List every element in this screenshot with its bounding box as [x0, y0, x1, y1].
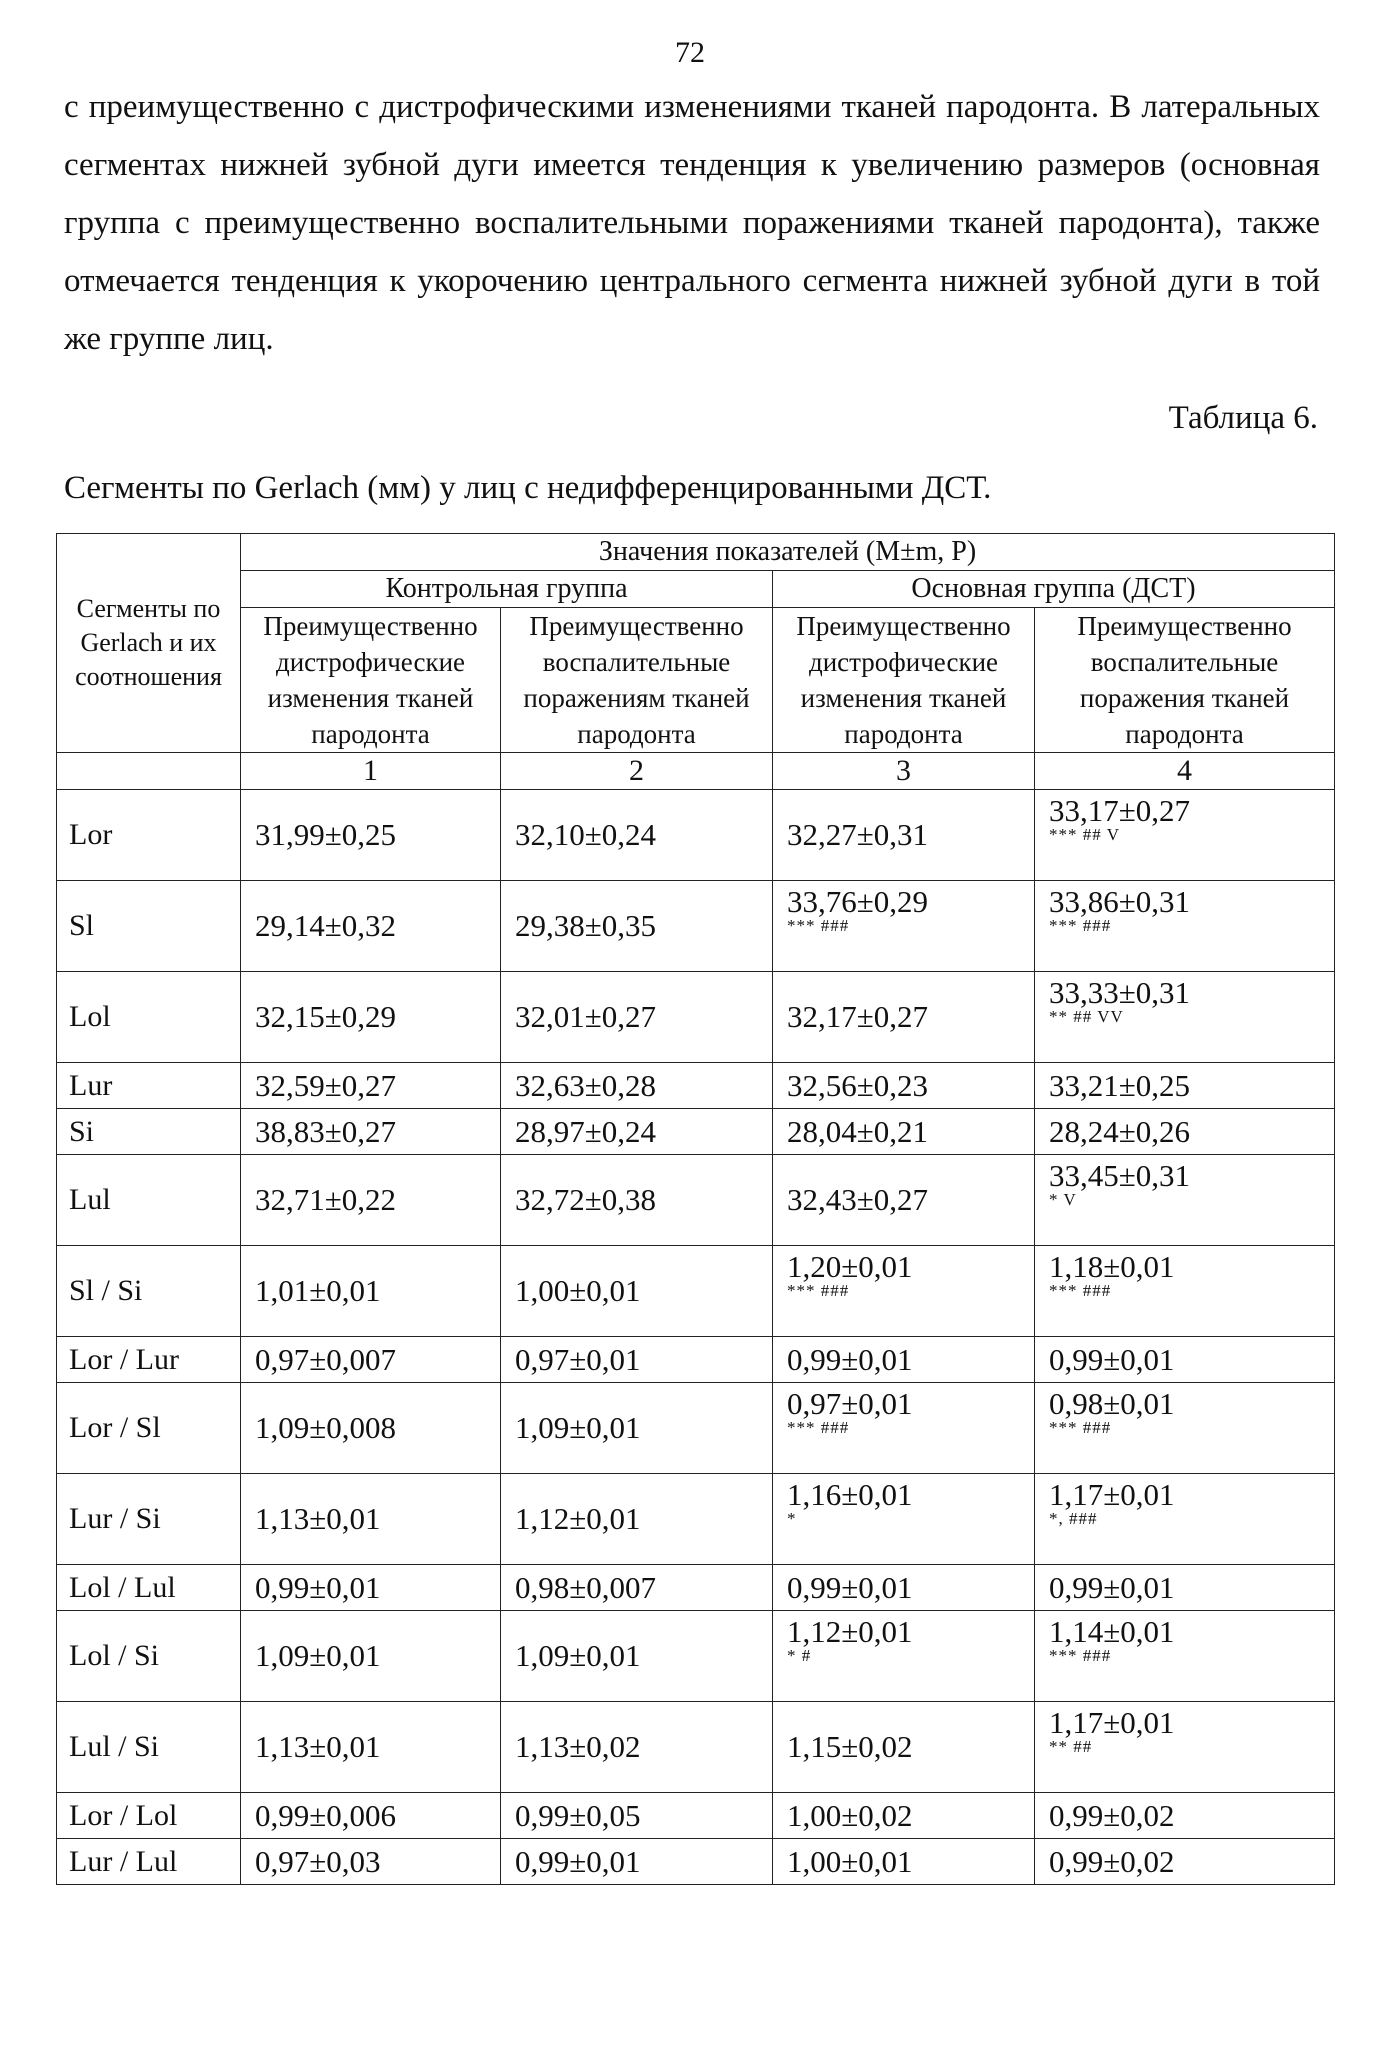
significance-mark: * V: [1049, 1190, 1077, 1209]
mean-value: 0,98±0,007: [515, 1569, 657, 1605]
mean-value: 0,99±0,01: [255, 1569, 381, 1605]
value-cell-2: [501, 1611, 773, 1702]
mean-value: 0,97±0,01: [787, 1386, 913, 1421]
mean-value: 32,01±0,27: [515, 999, 657, 1034]
significance-mark: *** ###: [1049, 916, 1112, 935]
mean-value: 0,99±0,01: [787, 1569, 913, 1605]
mean-value: 1,13±0,01: [255, 1501, 381, 1536]
mean-value: 1,17±0,01: [1049, 1477, 1175, 1512]
value-cell-2: [501, 1063, 773, 1109]
significance-mark: *, ###: [1049, 1509, 1098, 1528]
mean-value: 29,14±0,32: [255, 908, 397, 943]
mean-value: 32,15±0,29: [255, 999, 397, 1034]
main-group-header: Основная группа (ДСТ): [773, 571, 1335, 608]
value-cell-3: [773, 1474, 1035, 1565]
value-cell-1: [241, 1565, 501, 1611]
significance-mark: *** ###: [1049, 1646, 1112, 1665]
value-cell-4: [1035, 1155, 1335, 1246]
gerlach-segments-table: [56, 533, 1335, 1885]
segment-name-cell: Lul / Si: [57, 1702, 241, 1793]
mean-value: 1,09±0,008: [255, 1410, 397, 1445]
column-number-row: [57, 753, 1335, 790]
table-row: [57, 1474, 1335, 1565]
value-cell-4: [1035, 1565, 1335, 1611]
value-cell-4: [1035, 1474, 1335, 1565]
column-number-empty: [57, 753, 241, 790]
table-row: [57, 972, 1335, 1063]
segment-name-cell: Lur / Lul: [57, 1839, 241, 1885]
row-header-cell: Сегменты по Gerlach и их соотношения: [57, 534, 241, 753]
value-cell-1: [241, 1611, 501, 1702]
page-number: 72: [675, 36, 705, 69]
value-cell-1: [241, 1246, 501, 1337]
mean-value: 1,16±0,01: [787, 1477, 913, 1512]
value-cell-2: [501, 881, 773, 972]
segment-name-cell: Lol / Lul: [57, 1565, 241, 1611]
value-cell-4: [1035, 1611, 1335, 1702]
value-cell-4: [1035, 1702, 1335, 1793]
value-cell-3: [773, 1839, 1035, 1885]
value-cell-1: [241, 1702, 501, 1793]
value-cell-3: [773, 1611, 1035, 1702]
mean-value: 32,43±0,27: [787, 1182, 929, 1217]
table-label: Таблица 6.: [1168, 400, 1318, 436]
column-number-2: 2: [501, 753, 773, 790]
value-cell-2: [501, 1246, 773, 1337]
table-row: [57, 1109, 1335, 1155]
value-cell-1: [241, 1109, 501, 1155]
value-cell-4: [1035, 881, 1335, 972]
segment-name-cell: Lul: [57, 1155, 241, 1246]
value-cell-3: [773, 1109, 1035, 1155]
value-cell-1: [241, 1063, 501, 1109]
segment-name-cell: Lor / Lur: [57, 1337, 241, 1383]
value-cell-2: [501, 1337, 773, 1383]
significance-mark: ** ##: [1049, 1737, 1093, 1756]
values-header-cell: Значения показателей (M±m, P): [241, 534, 1335, 571]
value-cell-2: [501, 790, 773, 881]
mean-value: 1,18±0,01: [1049, 1249, 1175, 1284]
table-row: [57, 1246, 1335, 1337]
table-row: [57, 1383, 1335, 1474]
column-number-3: 3: [773, 753, 1035, 790]
mean-value: 0,97±0,03: [255, 1843, 381, 1879]
value-cell-2: [501, 1383, 773, 1474]
value-cell-3: [773, 1565, 1035, 1611]
mean-value: 1,09±0,01: [515, 1638, 641, 1673]
mean-value: 28,04±0,21: [787, 1113, 929, 1149]
value-cell-2: [501, 972, 773, 1063]
column-header-1: Преимущественно дистрофические изменения тканей пародонта: [241, 608, 501, 753]
significance-mark: *** ###: [787, 1281, 850, 1300]
value-cell-4: [1035, 1109, 1335, 1155]
value-cell-1: [241, 1383, 501, 1474]
mean-value: 1,00±0,01: [515, 1273, 641, 1308]
mean-value: 1,20±0,01: [787, 1249, 913, 1284]
mean-value: 0,99±0,05: [515, 1797, 641, 1833]
table-row: [57, 881, 1335, 972]
value-cell-4: [1035, 1337, 1335, 1383]
mean-value: 0,99±0,006: [255, 1797, 397, 1833]
table-subheader-row: [57, 608, 1335, 753]
table-header-row: [57, 534, 1335, 571]
value-cell-1: [241, 1155, 501, 1246]
table-row: [57, 1839, 1335, 1885]
column-number-1: 1: [241, 753, 501, 790]
table-row: [57, 1063, 1335, 1109]
mean-value: 0,99±0,02: [1049, 1797, 1175, 1833]
segment-name-cell: Lor: [57, 790, 241, 881]
mean-value: 38,83±0,27: [255, 1113, 397, 1149]
significance-mark: *** ###: [1049, 1281, 1112, 1300]
mean-value: 0,97±0,007: [255, 1341, 397, 1377]
mean-value: 0,97±0,01: [515, 1341, 641, 1377]
mean-value: 32,63±0,28: [515, 1067, 657, 1103]
value-cell-2: [501, 1793, 773, 1839]
mean-value: 32,27±0,31: [787, 817, 929, 852]
mean-value: 1,12±0,01: [515, 1501, 641, 1536]
mean-value: 32,56±0,23: [787, 1067, 929, 1103]
mean-value: 33,45±0,31: [1049, 1158, 1191, 1193]
value-cell-3: [773, 1155, 1035, 1246]
segment-name-cell: Lur / Si: [57, 1474, 241, 1565]
table-row: [57, 1155, 1335, 1246]
segment-name-cell: Lor / Lol: [57, 1793, 241, 1839]
column-header-2: Преимущественно воспалительные поражениям тканей пародонта: [501, 608, 773, 753]
mean-value: 1,17±0,01: [1049, 1705, 1175, 1740]
mean-value: 28,97±0,24: [515, 1113, 657, 1149]
mean-value: 33,21±0,25: [1049, 1067, 1191, 1103]
mean-value: 0,99±0,01: [787, 1341, 913, 1377]
table-row: [57, 1793, 1335, 1839]
value-cell-2: [501, 1109, 773, 1155]
value-cell-2: [501, 1839, 773, 1885]
mean-value: 1,00±0,02: [787, 1797, 913, 1833]
value-cell-3: [773, 972, 1035, 1063]
column-number-4: 4: [1035, 753, 1335, 790]
significance-mark: * #: [787, 1646, 812, 1665]
value-cell-4: [1035, 1246, 1335, 1337]
table-row: [57, 1565, 1335, 1611]
table-group-row: [57, 571, 1335, 608]
value-cell-3: [773, 1063, 1035, 1109]
body-paragraph: с преимущественно с дистрофическими изменениями тканей пародонта. В латеральных сегментах нижней зубной дуги имеется тенденция к увеличению размеров (основная группа с преимущественно воспалительными поражениями тканей пародонта), также отмечается тенденция к укорочению центрального сегмента нижней зубной дуги в той же группе лиц.: [64, 89, 1320, 357]
value-cell-1: [241, 1839, 501, 1885]
value-cell-1: [241, 1793, 501, 1839]
mean-value: 0,99±0,01: [515, 1843, 641, 1879]
value-cell-3: [773, 1702, 1035, 1793]
mean-value: 33,86±0,31: [1049, 884, 1191, 919]
mean-value: 1,14±0,01: [1049, 1614, 1175, 1649]
value-cell-4: [1035, 790, 1335, 881]
segment-name-cell: Lor / Sl: [57, 1383, 241, 1474]
mean-value: 32,59±0,27: [255, 1067, 397, 1103]
mean-value: 1,09±0,01: [255, 1638, 381, 1673]
segment-name-cell: Si: [57, 1109, 241, 1155]
value-cell-3: [773, 881, 1035, 972]
table-body: [57, 790, 1335, 1885]
segment-name-cell: Lol / Si: [57, 1611, 241, 1702]
value-cell-1: [241, 972, 501, 1063]
mean-value: 0,98±0,01: [1049, 1386, 1175, 1421]
mean-value: 32,17±0,27: [787, 999, 929, 1034]
value-cell-3: [773, 1246, 1035, 1337]
segment-name-cell: Sl / Si: [57, 1246, 241, 1337]
value-cell-1: [241, 1337, 501, 1383]
mean-value: 28,24±0,26: [1049, 1113, 1191, 1149]
segment-name-cell: Lur: [57, 1063, 241, 1109]
significance-mark: *** ###: [1049, 1418, 1112, 1437]
value-cell-4: [1035, 1839, 1335, 1885]
value-cell-3: [773, 790, 1035, 881]
mean-value: 33,33±0,31: [1049, 975, 1191, 1010]
mean-value: 1,13±0,01: [255, 1729, 381, 1764]
significance-mark: ** ## VV: [1049, 1007, 1124, 1026]
value-cell-4: [1035, 1793, 1335, 1839]
table-row: [57, 790, 1335, 881]
value-cell-2: [501, 1702, 773, 1793]
mean-value: 1,15±0,02: [787, 1729, 913, 1764]
mean-value: 31,99±0,25: [255, 817, 397, 852]
mean-value: 33,76±0,29: [787, 884, 929, 919]
mean-value: 32,10±0,24: [515, 817, 657, 852]
value-cell-2: [501, 1565, 773, 1611]
mean-value: 32,72±0,38: [515, 1182, 657, 1217]
mean-value: 0,99±0,01: [1049, 1341, 1175, 1377]
value-cell-4: [1035, 1383, 1335, 1474]
value-cell-2: [501, 1474, 773, 1565]
significance-mark: *** ###: [787, 1418, 850, 1437]
mean-value: 0,99±0,02: [1049, 1843, 1175, 1879]
value-cell-1: [241, 790, 501, 881]
table-row: [57, 1702, 1335, 1793]
mean-value: 1,09±0,01: [515, 1410, 641, 1445]
value-cell-2: [501, 1155, 773, 1246]
mean-value: 33,17±0,27: [1049, 793, 1191, 828]
value-cell-3: [773, 1383, 1035, 1474]
significance-mark: *** ###: [787, 916, 850, 935]
table-row: [57, 1611, 1335, 1702]
control-group-header: Контрольная группа: [241, 571, 773, 608]
mean-value: 1,12±0,01: [787, 1614, 913, 1649]
table-caption: Сегменты по Gerlach (мм) у лиц с недифференцированными ДСТ.: [64, 470, 992, 506]
significance-mark: *** ## V: [1049, 825, 1120, 844]
segment-name-cell: Sl: [57, 881, 241, 972]
table-row: [57, 1337, 1335, 1383]
value-cell-1: [241, 1474, 501, 1565]
value-cell-4: [1035, 1063, 1335, 1109]
mean-value: 0,99±0,01: [1049, 1569, 1175, 1605]
value-cell-4: [1035, 972, 1335, 1063]
column-header-3: Преимущественно дистрофические изменения тканей пародонта: [773, 608, 1035, 753]
value-cell-3: [773, 1793, 1035, 1839]
segment-name-cell: Lol: [57, 972, 241, 1063]
significance-mark: *: [787, 1509, 797, 1528]
mean-value: 32,71±0,22: [255, 1182, 397, 1217]
column-header-4: Преимущественно воспалительные поражения тканей пародонта: [1035, 608, 1335, 753]
mean-value: 1,13±0,02: [515, 1729, 641, 1764]
mean-value: 29,38±0,35: [515, 908, 657, 943]
mean-value: 1,00±0,01: [787, 1843, 913, 1879]
mean-value: 1,01±0,01: [255, 1273, 381, 1308]
value-cell-1: [241, 881, 501, 972]
value-cell-3: [773, 1337, 1035, 1383]
